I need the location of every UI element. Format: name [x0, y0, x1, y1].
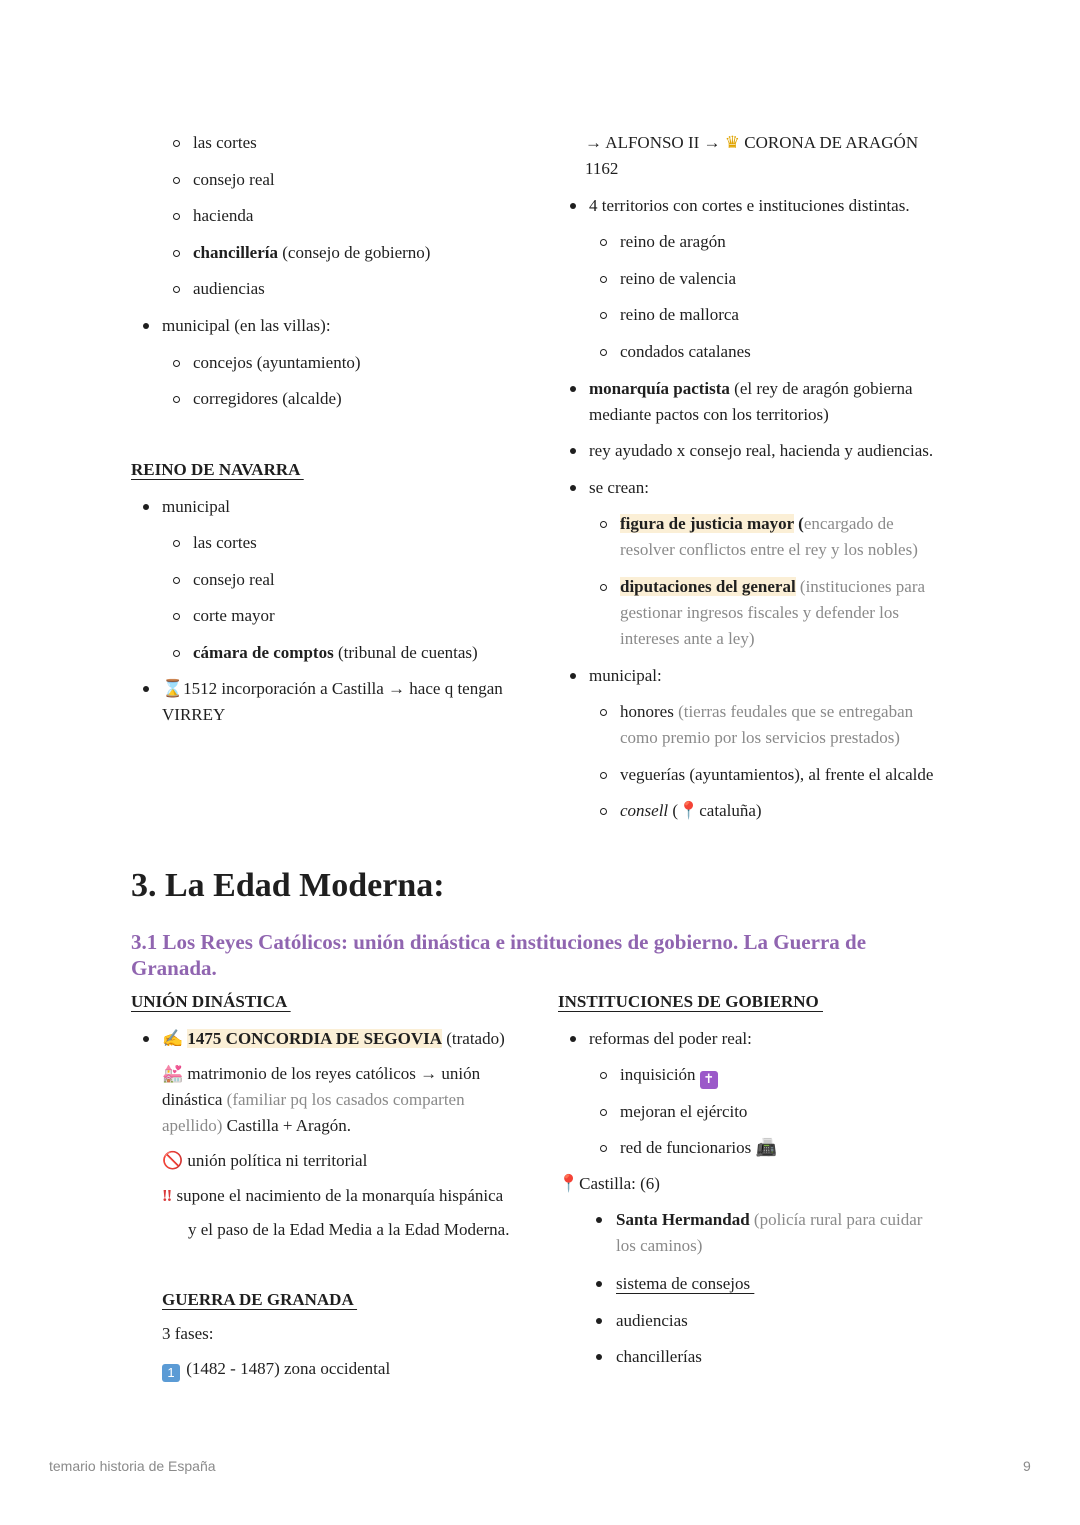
list-item: reino de aragón — [620, 232, 726, 251]
honores-note-cont: como premio por los servicios prestados) — [620, 728, 900, 747]
list-item: municipal — [162, 497, 230, 516]
crown-icon: ♛ — [724, 133, 741, 152]
paren: ( — [668, 801, 679, 820]
corona-text: CORONA DE ARAGÓN — [744, 133, 919, 152]
bullet-ring — [173, 396, 180, 403]
list-item: 4 territorios con cortes e instituciones distintas. — [589, 196, 910, 215]
list-item — [589, 376, 913, 402]
camara-term: cámara de comptos — [193, 643, 334, 662]
bullet-ring — [173, 577, 180, 584]
bullet-dot — [143, 323, 149, 329]
diputaciones-note-cont: intereses ante a ley) — [620, 629, 755, 648]
bullet-ring — [600, 1145, 607, 1152]
union-heading: UNIÓN DINÁSTICA — [131, 992, 291, 1011]
consell-note: cataluña) — [699, 801, 762, 820]
hourglass-icon: ⌛ — [162, 679, 184, 698]
list-item: condados catalanes — [620, 342, 751, 361]
supone-text: supone el nacimiento de la monarquía hispánica — [176, 1186, 504, 1205]
bullet-ring — [600, 808, 607, 815]
list-item — [616, 1207, 922, 1233]
list-item: veguerías (ayuntamientos), al frente el alcalde — [620, 765, 934, 784]
matrimonio-text: dinástica — [162, 1090, 223, 1109]
bullet-dot — [596, 1281, 602, 1287]
bullet-dot — [596, 1318, 602, 1324]
funcionarios-text: red de funcionarios — [620, 1138, 752, 1157]
matrimonio-line — [162, 1113, 351, 1139]
writing-hand-icon: ✍ — [162, 1029, 184, 1048]
navarra-heading: REINO DE NAVARRA — [131, 460, 304, 479]
list-item: consejo real — [193, 170, 275, 189]
list-item — [193, 240, 430, 266]
list-item: reformas del poder real: — [589, 1029, 752, 1048]
list-item: audiencias — [616, 1311, 688, 1330]
bullet-ring — [600, 349, 607, 356]
list-item: corregidores (alcalde) — [193, 389, 342, 408]
pin-icon: 📍 — [558, 1174, 580, 1193]
fax-icon: 📠 — [755, 1138, 777, 1157]
year-text: 1162 — [585, 159, 619, 178]
fase-text: (1482 - 1487) zona occidental — [186, 1359, 391, 1378]
matrimonio-note: (familiar pq los casados comparten — [222, 1090, 465, 1109]
hermandad-note-cont: los caminos) — [616, 1236, 703, 1255]
list-item — [193, 640, 478, 666]
bullet-ring — [173, 540, 180, 547]
bullet-dot — [570, 386, 576, 392]
matrimonio-text: matrimonio de los reyes católicos → unión — [187, 1064, 481, 1083]
alfonso-text: → ALFONSO II → — [585, 133, 721, 152]
list-item: reino de mallorca — [620, 305, 739, 324]
justicia-term: figura de justicia mayor — [620, 514, 794, 533]
camara-note: (tribunal de cuentas) — [333, 643, 478, 662]
matrimonio-text: Castilla + Aragón. — [222, 1116, 351, 1135]
prohibited-icon: 🚫 — [162, 1151, 184, 1170]
footer-title: temario historia de España — [49, 1458, 216, 1474]
chancilleria-note: (consejo de gobierno) — [277, 243, 431, 262]
subtitle-line: Granada. — [131, 956, 217, 980]
list-item: las cortes — [193, 533, 257, 552]
bullet-ring — [173, 650, 180, 657]
list-item — [620, 798, 762, 824]
fase-item — [162, 1356, 390, 1382]
diputaciones-note: (instituciones para — [795, 577, 926, 596]
bullet-ring — [173, 250, 180, 257]
honores-term: honores — [620, 702, 674, 721]
subtitle-line: 3.1 Los Reyes Católicos: unión dinástica e instituciones de gobierno. La Guerra de — [131, 930, 867, 954]
bullet-ring — [173, 213, 180, 220]
matrimonio-note: apellido) — [162, 1116, 223, 1135]
instituciones-heading: INSTITUCIONES DE GOBIERNO — [558, 992, 823, 1011]
castilla-line — [558, 1171, 660, 1197]
bullet-dot — [570, 1036, 576, 1042]
list-item — [162, 676, 503, 702]
pactista-note-cont: mediante pactos con los territorios) — [589, 405, 829, 424]
justicia-note: encargado de — [803, 514, 894, 533]
keycap-one-icon: 1 — [162, 1364, 180, 1382]
bullet-ring — [600, 521, 607, 528]
double-exclamation-icon: ‼ — [162, 1186, 173, 1205]
list-item — [620, 511, 894, 537]
list-item — [620, 574, 925, 600]
alfonso-line — [585, 130, 918, 156]
diputaciones-term: diputaciones del general — [620, 577, 796, 596]
list-item: las cortes — [193, 133, 257, 152]
paren: ( — [793, 514, 804, 533]
bullet-dot — [596, 1217, 602, 1223]
list-item: corte mayor — [193, 606, 275, 625]
pactista-note: (el rey de aragón gobierna — [729, 379, 913, 398]
castilla-text: Castilla: (6) — [579, 1174, 660, 1193]
bullet-dot — [143, 1036, 149, 1042]
justicia-note-cont: resolver conflictos entre el rey y los nobles) — [620, 540, 918, 559]
bullet-ring — [600, 709, 607, 716]
bullet-ring — [173, 140, 180, 147]
list-item: audiencias — [193, 279, 265, 298]
bullet-dot — [570, 673, 576, 679]
list-item: reino de valencia — [620, 269, 737, 288]
bullet-dot — [570, 203, 576, 209]
bullet-ring — [600, 772, 607, 779]
bullet-ring — [600, 1109, 607, 1116]
list-item: sistema de consejos — [616, 1274, 755, 1293]
supone-line — [162, 1183, 503, 1209]
no-union-line — [162, 1148, 367, 1174]
diputaciones-note-cont: gestionar ingresos fiscales y defender los — [620, 603, 899, 622]
inquisicion-text: inquisición — [620, 1065, 696, 1084]
list-item: se crean: — [589, 478, 649, 497]
bullet-ring — [600, 1072, 607, 1079]
supone-text-cont: y el paso de la Edad Media a la Edad Moderna. — [188, 1220, 510, 1239]
bullet-dot — [596, 1354, 602, 1360]
concordia-note: (tratado) — [441, 1029, 505, 1048]
bullet-ring — [600, 584, 607, 591]
fases-text: 3 fases: — [162, 1324, 214, 1343]
incorporacion-text-cont: VIRREY — [162, 705, 226, 724]
cross-icon: ✝ — [700, 1071, 718, 1089]
matrimonio-line — [162, 1087, 465, 1113]
matrimonio-line — [162, 1061, 480, 1087]
no-union-text: unión política ni territorial — [187, 1151, 368, 1170]
pactista-term: monarquía pactista — [589, 379, 730, 398]
list-item: municipal (en las villas): — [162, 316, 331, 335]
bullet-ring — [600, 239, 607, 246]
list-item — [620, 1062, 720, 1089]
list-item: mejoran el ejército — [620, 1102, 748, 1121]
consell-term: consell — [620, 801, 669, 820]
incorporacion-text: 1512 incorporación a Castilla → hace q tengan — [183, 679, 503, 698]
list-item: rey ayudado x consejo real, hacienda y audiencias. — [589, 441, 934, 460]
list-item: consejo real — [193, 570, 275, 589]
list-item: hacienda — [193, 206, 254, 225]
bullet-ring — [173, 177, 180, 184]
hermandad-note: (policía rural para cuidar — [749, 1210, 923, 1229]
bullet-ring — [600, 276, 607, 283]
list-item: concejos (ayuntamiento) — [193, 353, 361, 372]
bullet-dot — [143, 504, 149, 510]
bullet-dot — [570, 485, 576, 491]
list-item — [620, 1135, 777, 1161]
pin-icon: 📍 — [678, 801, 700, 820]
bullet-ring — [173, 286, 180, 293]
hermandad-term: Santa Hermandad — [616, 1210, 750, 1229]
granada-heading: GUERRA DE GRANADA — [162, 1290, 358, 1309]
section-title: 3. La Edad Moderna: — [131, 867, 445, 904]
chancilleria-term: chancillería — [193, 243, 278, 262]
bullet-ring — [600, 312, 607, 319]
bullet-ring — [173, 360, 180, 367]
list-item: chancillerías — [616, 1347, 702, 1366]
bullet-ring — [173, 613, 180, 620]
list-item: municipal: — [589, 666, 662, 685]
wedding-icon: 💒 — [162, 1064, 184, 1083]
list-item — [162, 1026, 505, 1052]
list-item — [620, 699, 913, 725]
section-subtitle — [131, 929, 931, 981]
honores-note: (tierras feudales que se entregaban — [673, 702, 914, 721]
bullet-dot — [570, 448, 576, 454]
bullet-dot — [143, 686, 149, 692]
concordia-term: 1475 CONCORDIA DE SEGOVIA — [187, 1029, 442, 1048]
page-number: 9 — [1023, 1458, 1031, 1474]
